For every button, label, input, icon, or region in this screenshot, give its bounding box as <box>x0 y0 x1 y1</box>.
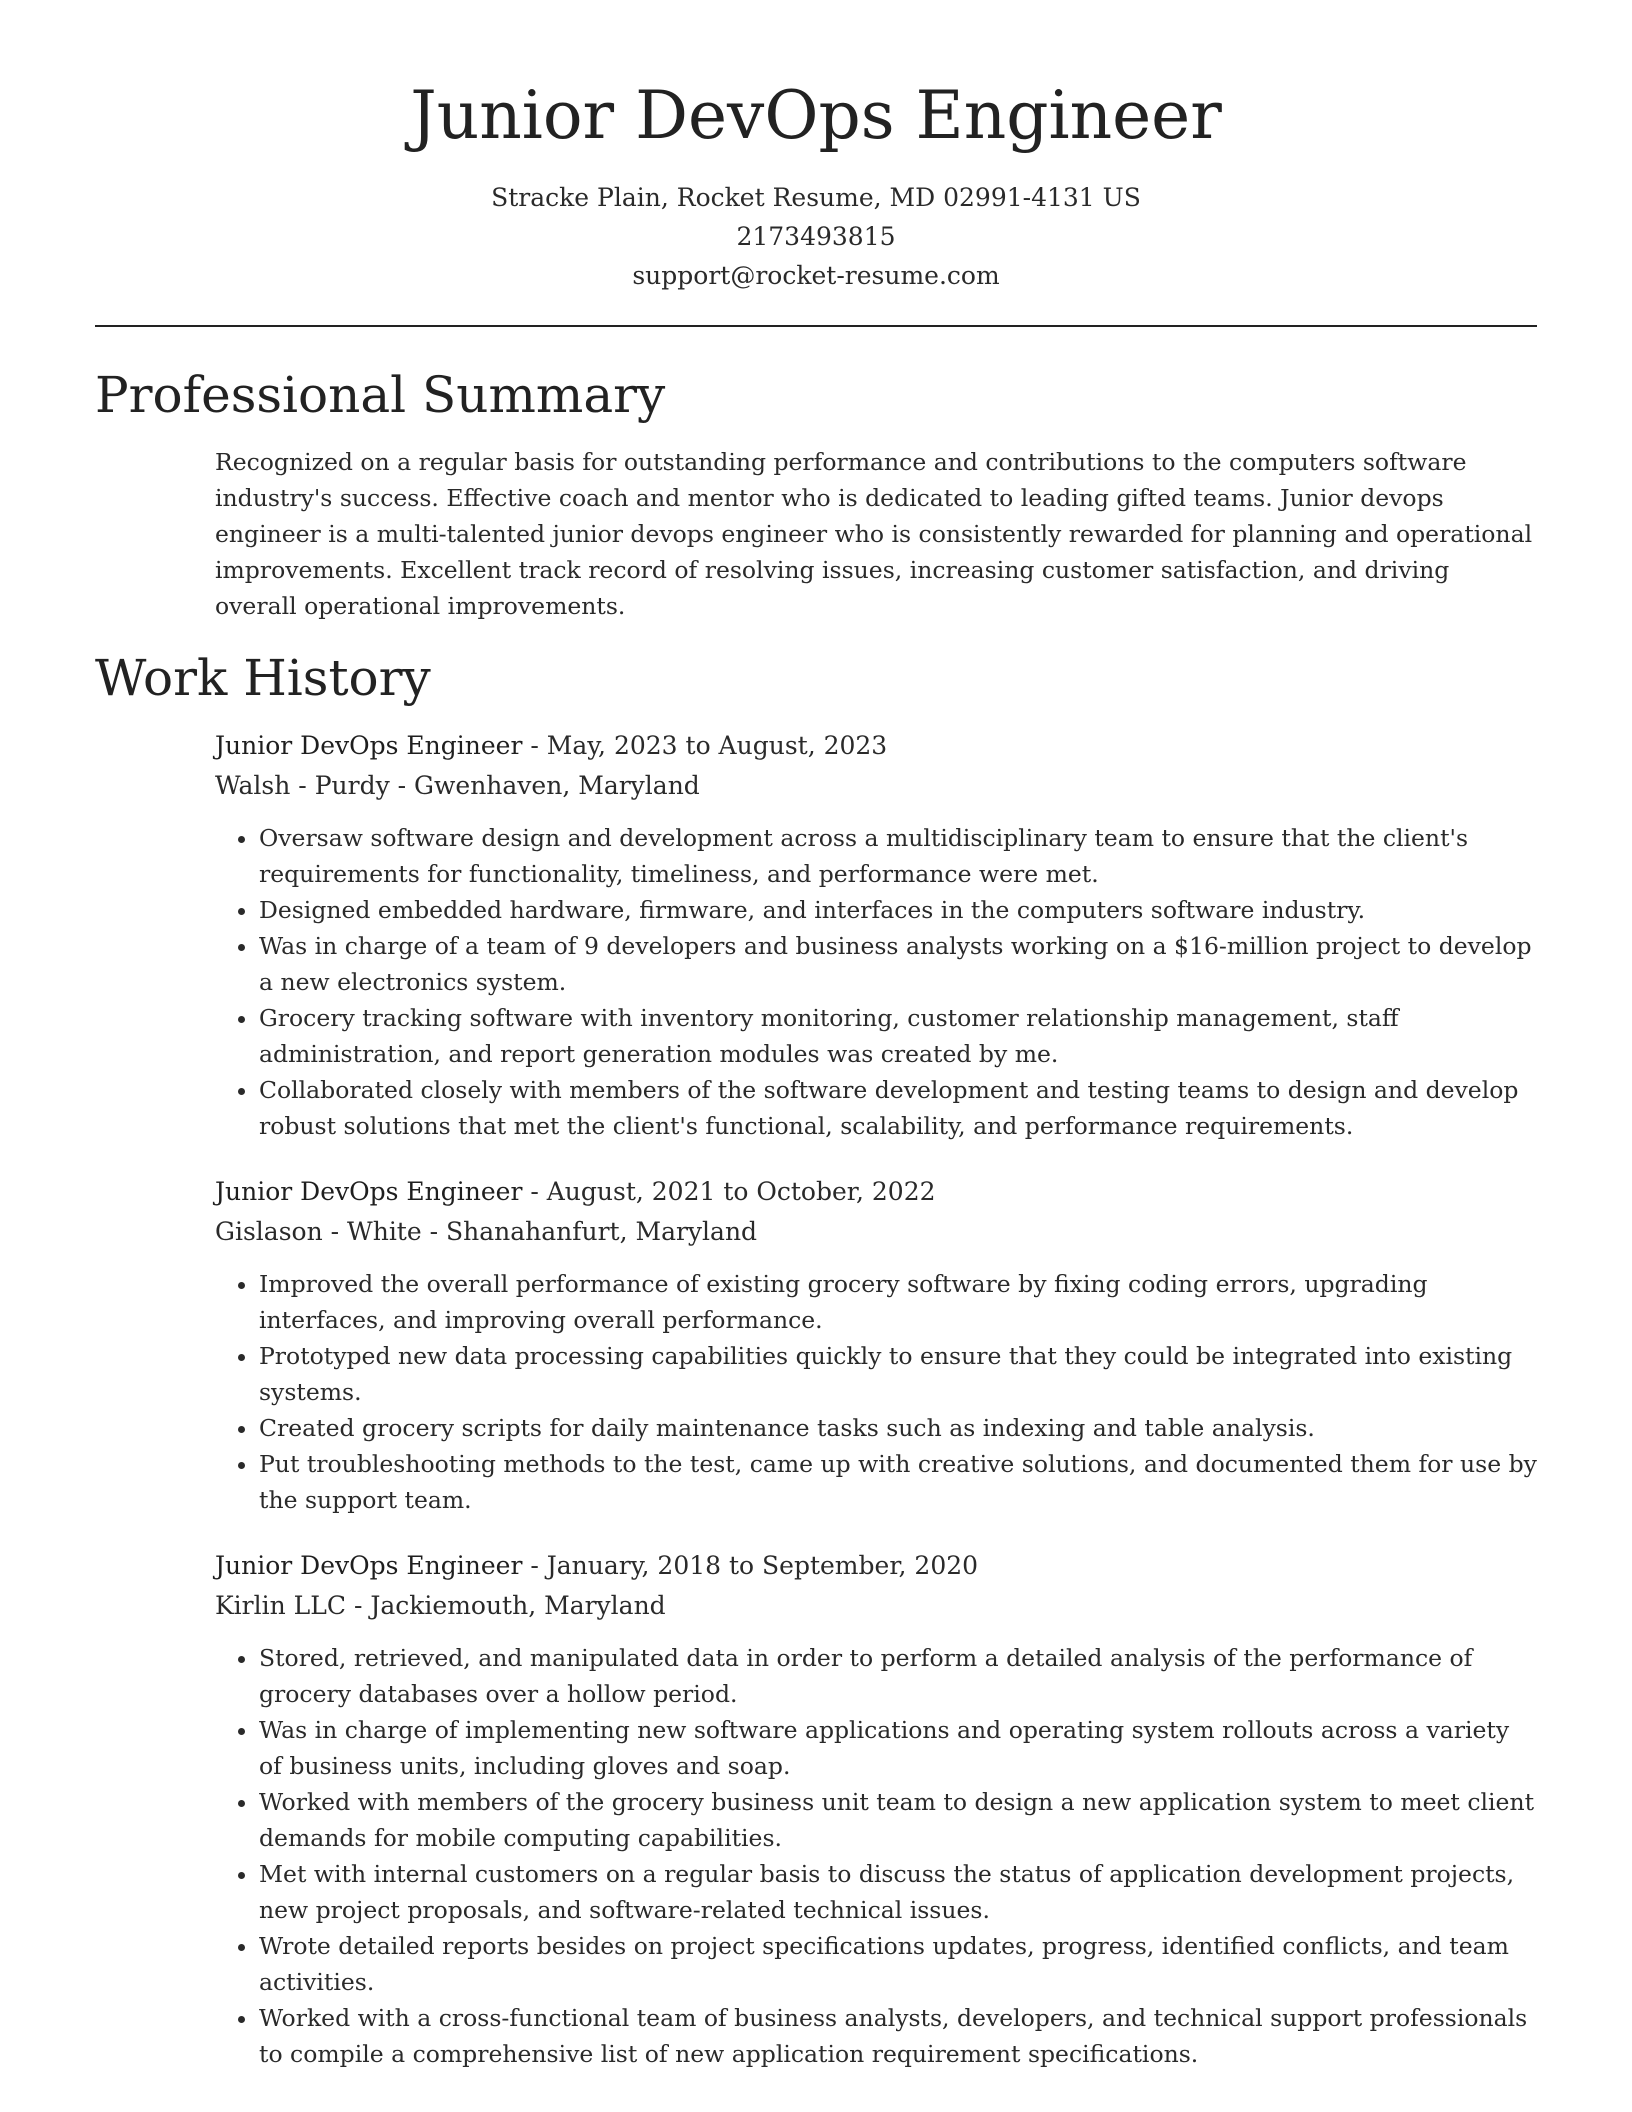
job-role: Junior DevOps Engineer <box>215 1176 523 1206</box>
summary-text: Recognized on a regular basis for outstanding performance and contributions to the computers software industry's success. Effective coach and mentor who is dedicated to leading gifted teams. Junior devops engineer is a multi-talented junior devops engineer who is consistently rewarded for planning and operational improvements. Excellent track record of resolving issues, increasing customer satisfaction, and driving overall operational improvements. <box>215 448 1533 621</box>
job-role: Junior DevOps Engineer <box>215 730 523 760</box>
summary-section <box>95 444 1537 624</box>
job-bullet-list <box>215 1266 1537 1518</box>
contact-address: Stracke Plain, Rocket Resume, MD 02991-4131 US <box>491 182 1141 212</box>
job-role: Junior DevOps Engineer <box>215 1550 523 1580</box>
job-dates: - August, 2021 to October, 2022 <box>522 1176 936 1206</box>
job-company: Walsh - Purdy - Gwenhaven, Maryland <box>215 770 700 800</box>
resume-name: Junior DevOps Engineer <box>410 77 1222 154</box>
job-bullet: • Wrote detailed reports besides on project specifications updates, progress, identified conflicts, and team activities. <box>259 1928 1537 2000</box>
contact-phone: 2173493815 <box>736 221 896 251</box>
job-bullet: • Stored, retrieved, and manipulated data in order to perform a detailed analysis of the performance of grocery databases over a hollow period. <box>259 1640 1537 1712</box>
job-entry <box>215 726 1537 1144</box>
work-history-section <box>95 726 1537 2072</box>
job-bullet: • Was in charge of implementing new software applications and operating system rollouts across a variety of business units, including gloves and soap. <box>259 1712 1537 1784</box>
job-bullet: • Collaborated closely with members of the software development and testing teams to design and develop robust solutions that met the client's functional, scalability, and performance requirements. <box>259 1072 1537 1144</box>
work-history-heading: Work History <box>95 649 431 708</box>
job-bullet: • Worked with members of the grocery business unit team to design a new application system to meet client demands for mobile computing capabilities. <box>259 1784 1537 1856</box>
header-divider <box>95 325 1537 327</box>
job-bullet: • Designed embedded hardware, firmware, and interfaces in the computers software industry. <box>259 892 1537 928</box>
job-bullet: • Put troubleshooting methods to the test, came up with creative solutions, and documented them for use by the support team. <box>259 1446 1537 1518</box>
job-title-line <box>215 726 1537 766</box>
job-entry <box>215 1546 1537 2072</box>
job-bullet: • Met with internal customers on a regular basis to discuss the status of application development projects, new project proposals, and software-related technical issues. <box>259 1856 1537 1928</box>
summary-heading: Professional Summary <box>95 365 666 424</box>
contact-email: support@rocket-resume.com <box>632 260 1000 290</box>
job-title-line <box>215 1546 1537 1586</box>
contact-info <box>95 178 1537 295</box>
job-bullet: • Worked with a cross-functional team of business analysts, developers, and technical support professionals to compile a comprehensive list of new application requirement specifications. <box>259 2000 1537 2072</box>
job-bullet: • Oversaw software design and development across a multidisciplinary team to ensure that the client's requirements for functionality, timeliness, and performance were met. <box>259 820 1537 892</box>
job-entry <box>215 1172 1537 1518</box>
job-bullet: • Prototyped new data processing capabilities quickly to ensure that they could be integrated into existing systems. <box>259 1338 1537 1410</box>
resume-header <box>95 0 1537 295</box>
job-bullet: • Was in charge of a team of 9 developers and business analysts working on a $16-million project to develop a new electronics system. <box>259 928 1537 1000</box>
job-bullet: • Improved the overall performance of existing grocery software by fixing coding errors, upgrading interfaces, and improving overall performance. <box>259 1266 1537 1338</box>
job-dates: - January, 2018 to September, 2020 <box>522 1550 979 1580</box>
job-bullet-list <box>215 820 1537 1144</box>
job-company: Kirlin LLC - Jackiemouth, Maryland <box>215 1590 666 1620</box>
job-bullet-list <box>215 1640 1537 2072</box>
job-company: Gislason - White - Shanahanfurt, Maryland <box>215 1216 758 1246</box>
job-dates: - May, 2023 to August, 2023 <box>522 730 888 760</box>
job-bullet: • Created grocery scripts for daily maintenance tasks such as indexing and table analysis. <box>259 1410 1537 1446</box>
job-title-line <box>215 1172 1537 1212</box>
job-bullet: • Grocery tracking software with inventory monitoring, customer relationship management, staff administration, and report generation modules was created by me. <box>259 1000 1537 1072</box>
